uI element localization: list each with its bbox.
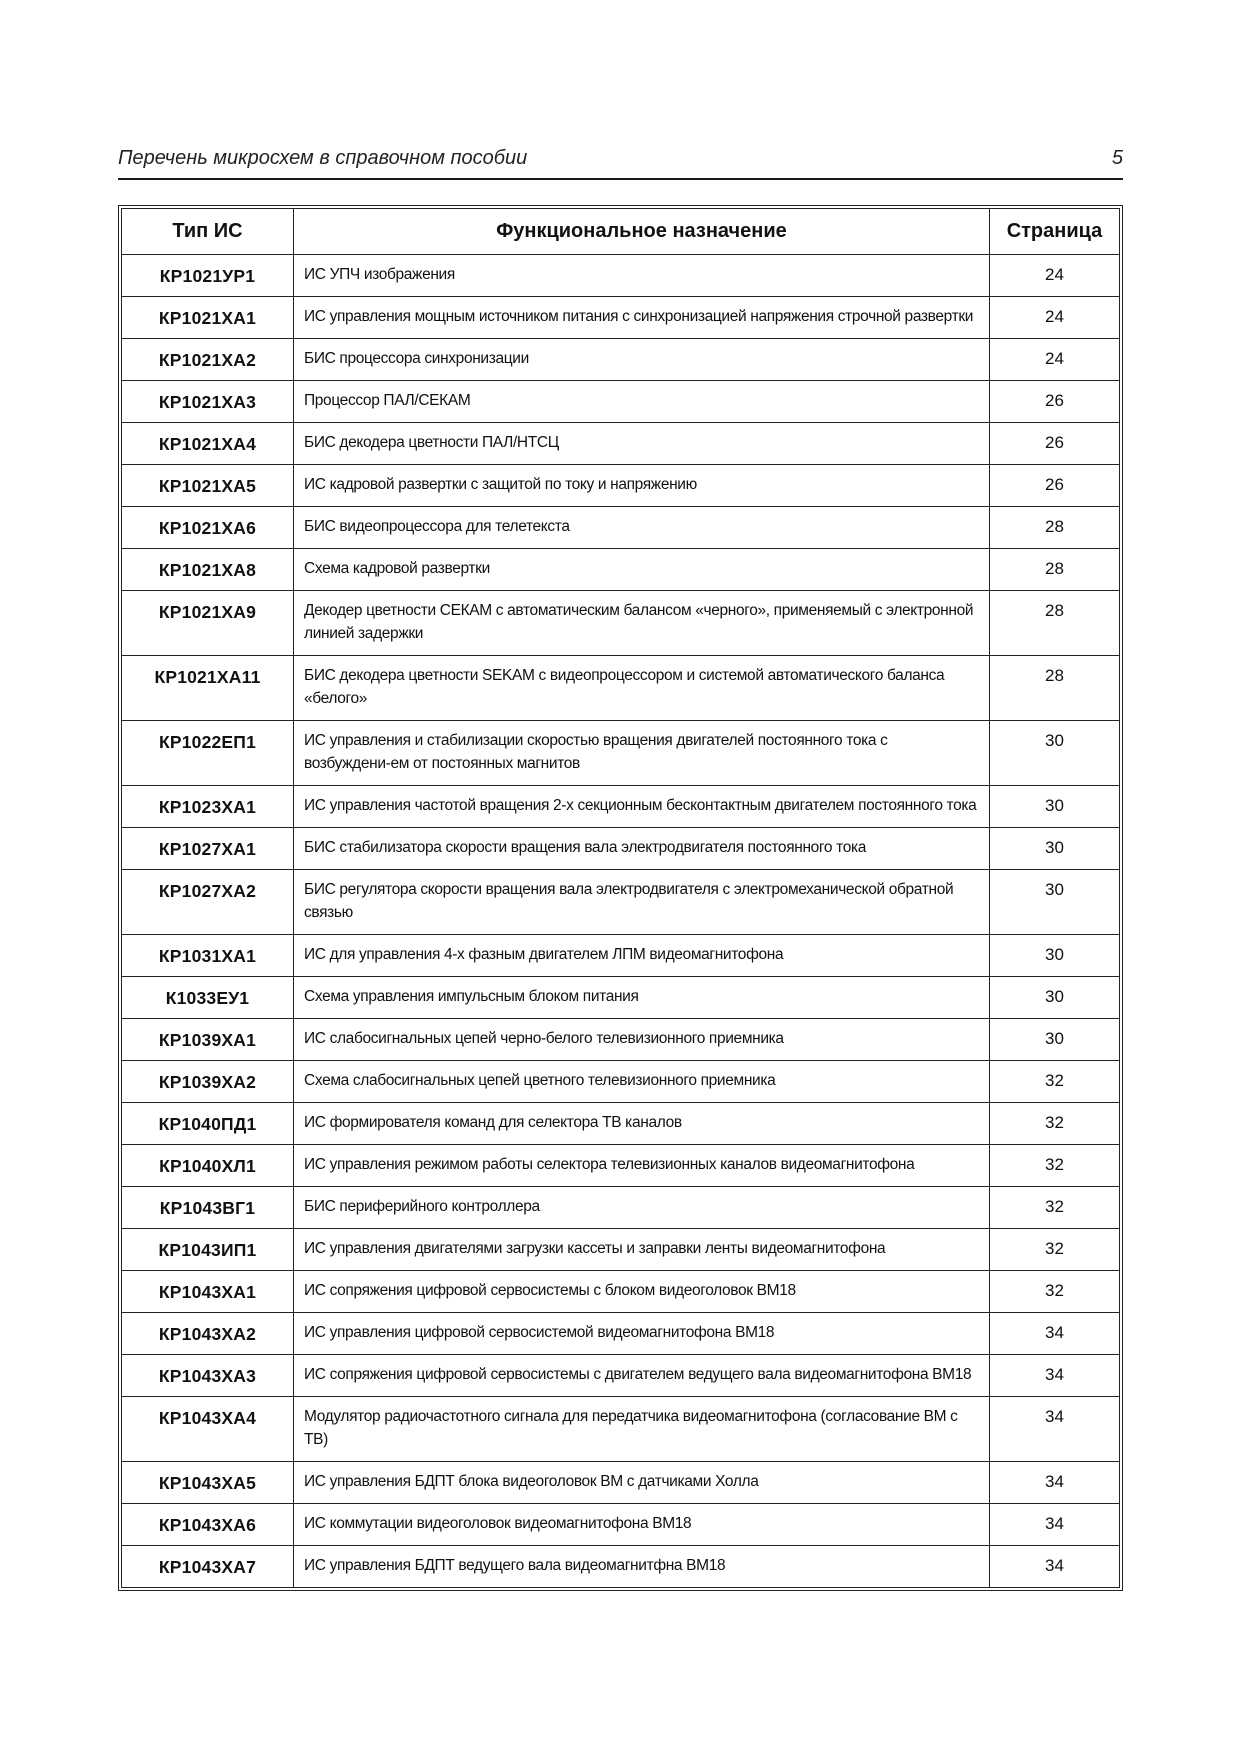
table-row (122, 423, 1120, 465)
chip-description: ИС для управления 4-х фазным двигателем ЛПМ видеомагнитофона (294, 935, 990, 977)
chip-table-frame (118, 205, 1123, 1591)
chip-description: ИС управления мощным источником питания с синхронизацией напряжения строчной развертки (294, 297, 990, 339)
table-row (122, 1019, 1120, 1061)
chip-type: КР1021ХА5 (122, 465, 294, 507)
chip-description: БИС декодера цветности SEKAM с видеопроцессором и системой автоматического баланса «белого» (294, 656, 990, 721)
column-header-type: Тип ИС (122, 209, 294, 255)
chip-description: ИС коммутации видеоголовок видеомагнитофона ВМ18 (294, 1504, 990, 1546)
chip-page: 34 (990, 1462, 1120, 1504)
table-row (122, 297, 1120, 339)
chip-type: КР1022ЕП1 (122, 721, 294, 786)
chip-type: КР1043ХА4 (122, 1397, 294, 1462)
chip-type: КР1043ХА5 (122, 1462, 294, 1504)
chip-type: КР1031ХА1 (122, 935, 294, 977)
table-row (122, 465, 1120, 507)
chip-page: 24 (990, 255, 1120, 297)
chip-description: Схема управления импульсным блоком питания (294, 977, 990, 1019)
chip-type: К1033ЕУ1 (122, 977, 294, 1019)
table-row (122, 255, 1120, 297)
chip-page: 28 (990, 507, 1120, 549)
chip-page: 26 (990, 423, 1120, 465)
chip-page: 32 (990, 1103, 1120, 1145)
chip-type: КР1043ХА2 (122, 1313, 294, 1355)
table-row (122, 656, 1120, 721)
chip-description: ИС сопряжения цифровой сервосистемы с блоком видеоголовок ВМ18 (294, 1271, 990, 1313)
table-row (122, 1145, 1120, 1187)
chip-type: КР1021ХА6 (122, 507, 294, 549)
chip-type: КР1039ХА1 (122, 1019, 294, 1061)
page-header (118, 144, 1123, 180)
chip-description: Модулятор радиочастотного сигнала для передатчика видеомагнитофона (согласование ВМ с ТВ) (294, 1397, 990, 1462)
chip-description: БИС периферийного контроллера (294, 1187, 990, 1229)
chip-page: 32 (990, 1229, 1120, 1271)
table-row (122, 1355, 1120, 1397)
chip-description: ИС управления частотой вращения 2-х секционным бесконтактным двигателем постоянного тока (294, 786, 990, 828)
chip-description: БИС видеопроцессора для телетекста (294, 507, 990, 549)
chip-type: КР1021ХА3 (122, 381, 294, 423)
column-header-description: Функциональное назначение (294, 209, 990, 255)
chip-description: ИС УПЧ изображения (294, 255, 990, 297)
table-row (122, 1271, 1120, 1313)
chip-type: КР1043ХА6 (122, 1504, 294, 1546)
chip-description: ИС управления БДПТ блока видеоголовок ВМ с датчиками Холла (294, 1462, 990, 1504)
chip-table (121, 208, 1120, 1588)
chip-type: КР1021ХА2 (122, 339, 294, 381)
chip-type: КР1043ХА1 (122, 1271, 294, 1313)
chip-description: БИС декодера цветности ПАЛ/НТСЦ (294, 423, 990, 465)
chip-description: ИС управления режимом работы селектора телевизионных каналов видеомагнитофона (294, 1145, 990, 1187)
chip-page: 26 (990, 465, 1120, 507)
chip-type: КР1043ИП1 (122, 1229, 294, 1271)
chip-description: БИС стабилизатора скорости вращения вала электродвигателя постоянного тока (294, 828, 990, 870)
table-row (122, 1313, 1120, 1355)
chip-type: КР1039ХА2 (122, 1061, 294, 1103)
table-row (122, 1462, 1120, 1504)
table-row (122, 1504, 1120, 1546)
chip-description: ИС управления БДПТ ведущего вала видеомагнитфна ВМ18 (294, 1546, 990, 1588)
chip-type: КР1027ХА1 (122, 828, 294, 870)
chip-description: ИС управления и стабилизации скоростью вращения двигателей постоянного тока с возбуждени-ем от постоянных магнитов (294, 721, 990, 786)
chip-page: 34 (990, 1313, 1120, 1355)
chip-type: КР1021ХА11 (122, 656, 294, 721)
chip-type: КР1040ПД1 (122, 1103, 294, 1145)
chip-page: 32 (990, 1145, 1120, 1187)
chip-page: 30 (990, 935, 1120, 977)
chip-page: 26 (990, 381, 1120, 423)
chip-description: Схема слабосигнальных цепей цветного телевизионного приемника (294, 1061, 990, 1103)
chip-description: Схема кадровой развертки (294, 549, 990, 591)
page-title: Перечень микросхем в справочном пособии (118, 147, 528, 169)
chip-type: КР1040ХЛ1 (122, 1145, 294, 1187)
chip-page: 24 (990, 297, 1120, 339)
chip-description: ИС формирователя команд для селектора ТВ каналов (294, 1103, 990, 1145)
chip-description: БИС процессора синхронизации (294, 339, 990, 381)
table-row (122, 870, 1120, 935)
chip-page: 34 (990, 1546, 1120, 1588)
chip-page: 30 (990, 1019, 1120, 1061)
chip-type: КР1043ВГ1 (122, 1187, 294, 1229)
column-header-page: Страница (990, 209, 1120, 255)
chip-page: 30 (990, 977, 1120, 1019)
chip-page: 30 (990, 828, 1120, 870)
page-number: 5 (1111, 147, 1123, 169)
chip-type: КР1027ХА2 (122, 870, 294, 935)
chip-type: КР1021ХА4 (122, 423, 294, 465)
chip-page: 30 (990, 721, 1120, 786)
table-row (122, 977, 1120, 1019)
table-header-row (122, 209, 1120, 255)
chip-page: 28 (990, 656, 1120, 721)
chip-description: ИС управления цифровой сервосистемой видеомагнитофона ВМ18 (294, 1313, 990, 1355)
chip-page: 24 (990, 339, 1120, 381)
table-row (122, 1546, 1120, 1588)
table-row (122, 549, 1120, 591)
table-row (122, 591, 1120, 656)
chip-type: КР1043ХА3 (122, 1355, 294, 1397)
chip-description: БИС регулятора скорости вращения вала электродвигателя с электромеханической обратной связью (294, 870, 990, 935)
chip-page: 32 (990, 1187, 1120, 1229)
table-row (122, 1229, 1120, 1271)
chip-description: Процессор ПАЛ/СЕКАМ (294, 381, 990, 423)
table-row (122, 935, 1120, 977)
chip-page: 32 (990, 1271, 1120, 1313)
chip-type: КР1021УР1 (122, 255, 294, 297)
chip-type: КР1021ХА9 (122, 591, 294, 656)
table-row (122, 1103, 1120, 1145)
chip-page: 34 (990, 1397, 1120, 1462)
chip-page: 28 (990, 549, 1120, 591)
chip-type: КР1021ХА8 (122, 549, 294, 591)
chip-description: ИС сопряжения цифровой сервосистемы с двигателем ведущего вала видеомагнитофона ВМ18 (294, 1355, 990, 1397)
table-row (122, 381, 1120, 423)
table-row (122, 721, 1120, 786)
table-row (122, 1061, 1120, 1103)
chip-description: Декодер цветности СЕКАМ с автоматическим балансом «черного», применяемый с электронной линией задержки (294, 591, 990, 656)
chip-page: 28 (990, 591, 1120, 656)
table-row (122, 339, 1120, 381)
chip-description: ИС управления двигателями загрузки кассеты и заправки ленты видеомагнитофона (294, 1229, 990, 1271)
chip-page: 34 (990, 1504, 1120, 1546)
chip-description: ИС кадровой развертки с защитой по току и напряжению (294, 465, 990, 507)
chip-type: КР1021ХА1 (122, 297, 294, 339)
chip-page: 30 (990, 870, 1120, 935)
chip-page: 30 (990, 786, 1120, 828)
table-row (122, 1187, 1120, 1229)
chip-page: 32 (990, 1061, 1120, 1103)
table-row (122, 1397, 1120, 1462)
table-row (122, 828, 1120, 870)
table-row (122, 786, 1120, 828)
table-row (122, 507, 1120, 549)
chip-type: КР1043ХА7 (122, 1546, 294, 1588)
chip-page: 34 (990, 1355, 1120, 1397)
chip-type: КР1023ХА1 (122, 786, 294, 828)
chip-description: ИС слабосигнальных цепей черно-белого телевизионного приемника (294, 1019, 990, 1061)
